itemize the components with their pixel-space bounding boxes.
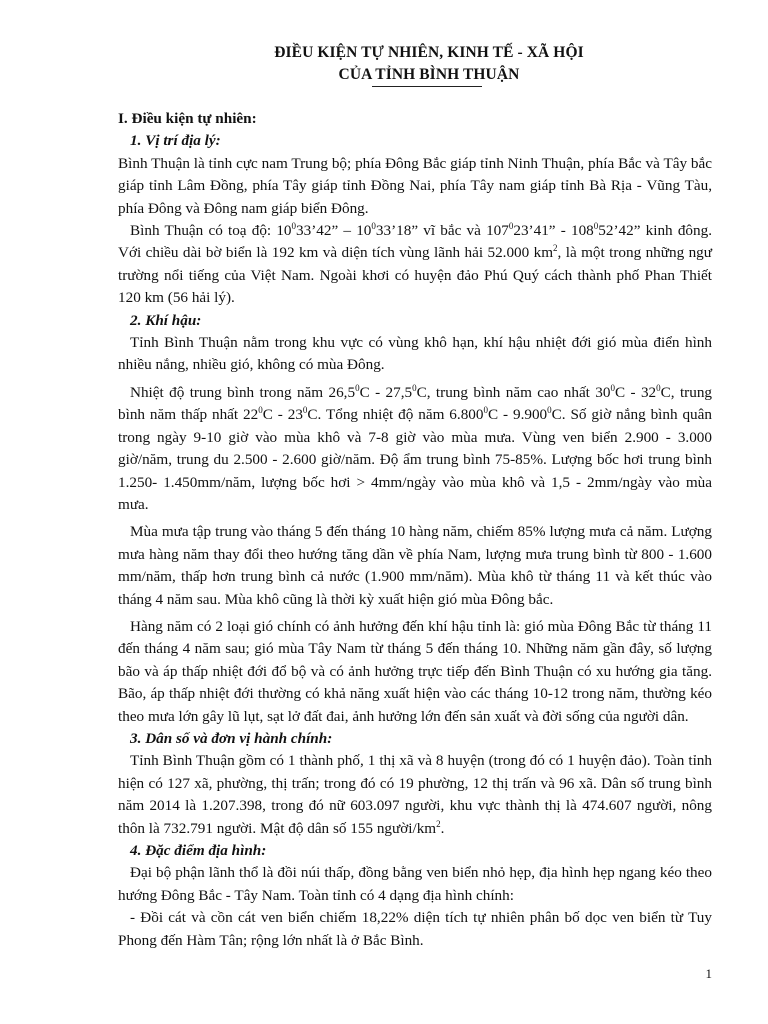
title-underline xyxy=(372,86,482,87)
paragraph-location: Bình Thuận là tỉnh cực nam Trung bộ; phía Đông Bắc giáp tỉnh Ninh Thuận, phía Bắc và Tây bắc giáp tỉnh Lâm Đồng, phía Tây giáp tỉnh Đồng Nai, phía Tây nam giáp tỉnh Bà Rịa - Vũng Tàu, phía Đông và Đông nam giáp biển Đông. xyxy=(118,154,712,217)
subheading-location: 1. Vị trí địa lý: xyxy=(130,132,221,150)
subheading-climate: 2. Khí hậu: xyxy=(130,311,202,329)
paragraph-terrain: Đại bộ phận lãnh thổ là đồi núi thấp, đồng bằng ven biển nhỏ hẹp, địa hình hẹp ngang kéo theo hướng Đông Bắc - Tây Nam. Toàn tỉnh có 4 dạng địa hình chính: xyxy=(118,864,712,904)
paragraph-population: Tỉnh Bình Thuận gồm có 1 thành phố, 1 thị xã và 8 huyện (trong đó có 1 huyện đảo). Toàn tỉnh hiện có 127 xã, phường, thị trấn; trong đó có 19 phường, 12 thị trấn và 96 xã. Dân số trung bình năm 2014 là 1.207.398, trong đó nữ 603.097 người, khu vực thành thị là 474.607 người, nông thôn là 732.791 người. Mật độ dân số 155 người/$km^2$. xyxy=(118,752,712,837)
section-heading-natural-conditions: I. Điều kiện tự nhiên: xyxy=(118,110,257,127)
title-line-1: ĐIỀU KIỆN TỰ NHIÊN, KINH TẾ - XÃ HỘI xyxy=(274,44,584,61)
document-body xyxy=(118,108,712,952)
paragraph-temperature: Nhiệt độ trung bình trong năm 26,5$^0$C - 27,5$^0$C, trung bình năm cao nhất $30^0C - 32^0C$, trung bình năm thấp nhất $22^0C - 23^0C$. Tổng nhiệt độ năm 6.800$^0$C - 9.900$^0$C. Số giờ nắng bình quân trong ngày 9-10 giờ vào mùa khô và 7-8 giờ vào mùa mưa. Vùng ven biển 2.900 - 3.000 giờ/năm, trung du 2.500 - 2.600 giờ/năm. Độ ẩm trung bình 75-85%. Lượng bốc hơi trung bình 1.250- 1.450mm/năm, lượng bốc hơi > 4mm/ngày vào mùa khô và 1,5 - 2mm/ngày vào mùa mưa. xyxy=(118,382,713,513)
paragraph-coordinates: Bình Thuận có toạ độ: $10^033’42$” – $10^033’18$” vĩ bắc và $107^023’41$” - $108^052’42$” kinh đông. Với chiều dài bờ biển là 192 km và diện tích vùng lãnh hải 52.000 $km^2$, là một trong những ngư trường nổi tiếng của Việt Nam. Ngoài khơi có huyện đảo Phú Quý cách thành phố Phan Thiết 120 km (56 hải lý). xyxy=(118,220,713,307)
paragraph-rainy-season: Mùa mưa tập trung vào tháng 5 đến tháng 10 hàng năm, chiếm 85% lượng mưa cả năm. Lượng mưa hàng năm thay đổi theo hướng tăng dần về phía Nam, lượng mưa trung bình từ 800 - 1.600 mm/năm, thấp hơn trung bình cả nước (1.900 mm/năm). Mùa khô từ tháng 11 và kết thúc vào tháng 4 năm sau. Mùa khô cũng là thời kỳ xuất hiện gió mùa Đông bắc. xyxy=(118,523,712,608)
subheading-terrain: 4. Đặc điểm địa hình: xyxy=(130,842,267,859)
paragraph-winds: Hàng năm có 2 loại gió chính có ảnh hưởng đến khí hậu tỉnh là: gió mùa Đông Bắc từ tháng 11 đến tháng 4 năm sau; gió mùa Tây Nam từ tháng 5 đến tháng 10. Những năm gần đây, số lượng bão và áp thấp nhiệt đới đổ bộ và có ảnh hưởng trực tiếp đến Bình Thuận có xu hướng gia tăng. Bão, áp thấp nhiệt đới thường có khả năng xuất hiện vào các tháng 10-12 trong năm, thường kéo theo mưa lớn gây lũ lụt, sạt lở đất đai, ảnh hưởng lớn đến sản xuất và đời sống của người dân. xyxy=(118,617,712,725)
paragraph-sand-dunes: - Đồi cát và cồn cát ven biển chiếm 18,22% diện tích tự nhiên phân bố dọc ven biển từ Tuy Phong đến Hàm Tân; rộng lớn nhất là ở Bắc Bình. xyxy=(118,909,712,949)
page-number: 1 xyxy=(705,966,712,981)
title-line-2: CỦA TỈNH BÌNH THUẬN xyxy=(338,66,520,83)
paragraph-climate-intro: Tỉnh Bình Thuận nằm trong khu vực có vùng khô hạn, khí hậu nhiệt đới gió mùa điển hình nhiều nắng, nhiều gió, không có mùa Đông. xyxy=(118,334,712,374)
subheading-population: 3. Dân số và đơn vị hành chính: xyxy=(130,729,333,747)
